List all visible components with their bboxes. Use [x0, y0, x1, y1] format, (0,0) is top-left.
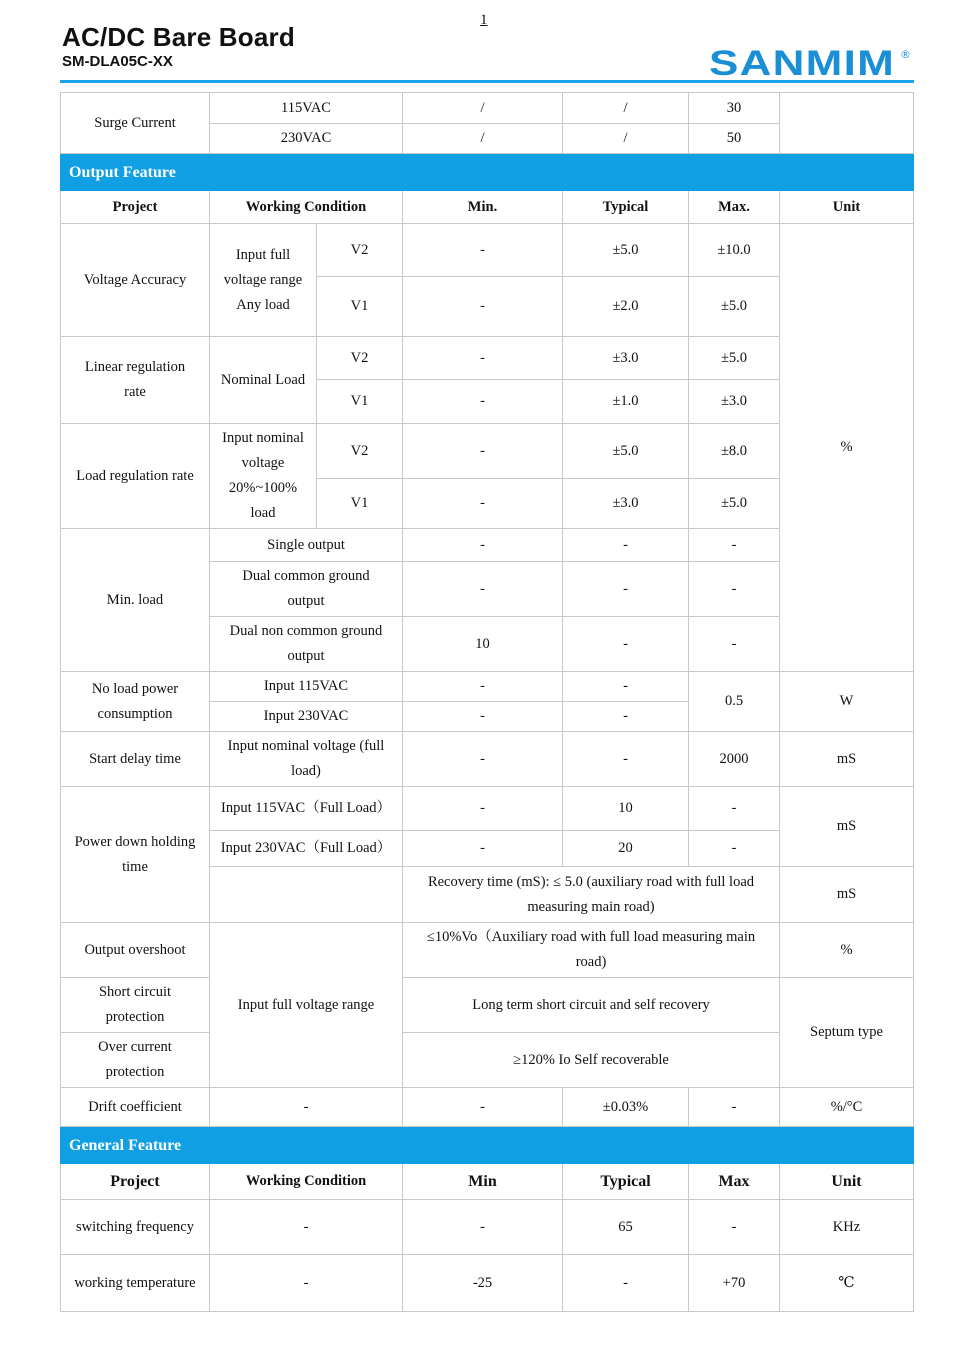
no-load-max: 0.5	[689, 672, 780, 732]
output-section-title: Output Feature	[61, 154, 914, 191]
surge-cond-1: 115VAC	[210, 93, 403, 124]
recovery-condition	[210, 867, 403, 923]
channel-v2: V2	[317, 424, 403, 479]
percent-unit: %	[780, 224, 914, 672]
table-header-row	[61, 191, 914, 224]
table-row	[61, 787, 914, 831]
header-max: Max	[689, 1164, 780, 1200]
no-load-cond-230: Input 230VAC	[210, 702, 403, 732]
model-number: SM-DLA05C-XX	[62, 53, 173, 70]
cell-typical: -	[563, 529, 689, 562]
table-row	[61, 93, 914, 124]
cell-typical: -	[563, 732, 689, 787]
power-down-cond-115: Input 115VAC（Full Load）	[210, 787, 403, 831]
cell-max: -	[689, 617, 780, 672]
overshoot-label: Output overshoot	[61, 923, 210, 978]
cell-min: -	[403, 337, 563, 380]
cell-max: ±3.0	[689, 380, 780, 424]
cell-max: ±5.0	[689, 479, 780, 529]
cell-min: -	[403, 831, 563, 867]
header-rule	[60, 80, 914, 83]
cell-max: -	[689, 1200, 780, 1255]
cell-typical: 10	[563, 787, 689, 831]
recovery-time: Recovery time (mS): ≤ 5.0 (auxiliary road with full load measuring main road)	[403, 867, 780, 923]
cell-min: -	[403, 529, 563, 562]
min-load-single: Single output	[210, 529, 403, 562]
header-unit: Unit	[780, 1164, 914, 1200]
cell-min: 10	[403, 617, 563, 672]
cell-max: +70	[689, 1255, 780, 1312]
no-load-cond-115: Input 115VAC	[210, 672, 403, 702]
cell-typical: 20	[563, 831, 689, 867]
header-min: Min	[403, 1164, 563, 1200]
cell-min: -	[403, 672, 563, 702]
recovery-unit: mS	[780, 867, 914, 923]
channel-v1: V1	[317, 380, 403, 424]
table-row	[61, 923, 914, 978]
channel-v2: V2	[317, 224, 403, 277]
start-delay-label: Start delay time	[61, 732, 210, 787]
power-down-cond-230: Input 230VAC（Full Load）	[210, 831, 403, 867]
cell-min: -	[403, 277, 563, 337]
cell-max: ±10.0	[689, 224, 780, 277]
protection-unit: Septum type	[780, 978, 914, 1088]
surge-max-2: 50	[689, 124, 780, 154]
cell-max: -	[689, 787, 780, 831]
cell-typical: -	[563, 1255, 689, 1312]
cell-min: -	[403, 562, 563, 617]
switching-frequency-label: switching frequency	[61, 1200, 210, 1255]
temperature-condition: -	[210, 1255, 403, 1312]
cell-max: ±5.0	[689, 337, 780, 380]
cell-min: -	[403, 479, 563, 529]
cell-typical: -	[563, 672, 689, 702]
page-number: 1	[480, 12, 488, 28]
channel-v1: V1	[317, 479, 403, 529]
header-project: Project	[61, 191, 210, 224]
surge-label: Surge Current	[61, 93, 210, 154]
cell-min: -	[403, 702, 563, 732]
cell-typical: -	[563, 617, 689, 672]
cell-typical: ±1.0	[563, 380, 689, 424]
surge-min-1: /	[403, 93, 563, 124]
cell-min: -	[403, 1200, 563, 1255]
header-typical: Typical	[563, 1164, 689, 1200]
cell-unit: %/°C	[780, 1088, 914, 1127]
header-condition: Working Condition	[210, 1164, 403, 1200]
spec-table	[60, 92, 914, 1312]
surge-min-2: /	[403, 124, 563, 154]
surge-typ-1: /	[563, 93, 689, 124]
surge-max-1: 30	[689, 93, 780, 124]
channel-v2: V2	[317, 337, 403, 380]
cell-min: -	[403, 224, 563, 277]
cell-max: 2000	[689, 732, 780, 787]
cell-max: -	[689, 831, 780, 867]
no-load-power-label: No load power consumption	[61, 672, 210, 732]
cell-max: -	[689, 1088, 780, 1127]
cell-typical: 65	[563, 1200, 689, 1255]
surge-typ-2: /	[563, 124, 689, 154]
overshoot-unit: %	[780, 923, 914, 978]
table-row	[61, 672, 914, 702]
power-down-label: Power down holding time	[61, 787, 210, 923]
sanmim-logo	[708, 44, 914, 78]
table-row	[61, 978, 914, 1033]
table-row	[61, 1088, 914, 1127]
header-project: Project	[61, 1164, 210, 1200]
load-regulation-label: Load regulation rate	[61, 424, 210, 529]
power-down-unit: mS	[780, 787, 914, 867]
cell-typical: ±0.03%	[563, 1088, 689, 1127]
cell-max: ±5.0	[689, 277, 780, 337]
surge-unit	[780, 93, 914, 154]
load-regulation-condition: Input nominal voltage 20%~100% load	[210, 424, 317, 529]
header-unit: Unit	[780, 191, 914, 224]
section-header-general	[61, 1127, 914, 1164]
cell-min: -	[403, 1088, 563, 1127]
cell-max: ±8.0	[689, 424, 780, 479]
over-current-value: ≥120% Io Self recoverable	[403, 1033, 780, 1088]
cell-min: -	[403, 424, 563, 479]
over-current-label: Over current protection	[61, 1033, 210, 1088]
header-condition: Working Condition	[210, 191, 403, 224]
linear-regulation-label: Linear regulation rate	[61, 337, 210, 424]
table-row	[61, 1255, 914, 1312]
drift-label: Drift coefficient	[61, 1088, 210, 1127]
cell-unit: ℃	[780, 1255, 914, 1312]
table-row	[61, 224, 914, 277]
general-section-title: General Feature	[61, 1127, 914, 1164]
cell-typical: -	[563, 702, 689, 732]
switching-condition: -	[210, 1200, 403, 1255]
min-load-label: Min. load	[61, 529, 210, 672]
drift-condition: -	[210, 1088, 403, 1127]
cell-typical: ±5.0	[563, 224, 689, 277]
overshoot-value: ≤10%Vo（Auxiliary road with full load measuring main road)	[403, 923, 780, 978]
cell-unit: KHz	[780, 1200, 914, 1255]
registered-mark: ®	[900, 48, 911, 61]
channel-v1: V1	[317, 277, 403, 337]
cell-min: -	[403, 732, 563, 787]
no-load-unit: W	[780, 672, 914, 732]
header-min: Min.	[403, 191, 563, 224]
voltage-accuracy-condition: Input full voltage range Any load	[210, 224, 317, 337]
working-temperature-label: working temperature	[61, 1255, 210, 1312]
cell-min: -25	[403, 1255, 563, 1312]
cell-max: -	[689, 529, 780, 562]
cell-typical: ±3.0	[563, 337, 689, 380]
table-row	[61, 732, 914, 787]
cell-typical: -	[563, 562, 689, 617]
voltage-accuracy-label: Voltage Accuracy	[61, 224, 210, 337]
brand-name: SANMIM	[709, 44, 895, 78]
start-delay-condition: Input nominal voltage (full load)	[210, 732, 403, 787]
min-load-dual-non-common: Dual non common ground output	[210, 617, 403, 672]
surge-cond-2: 230VAC	[210, 124, 403, 154]
cell-unit: mS	[780, 732, 914, 787]
linear-regulation-condition: Nominal Load	[210, 337, 317, 424]
cell-min: -	[403, 787, 563, 831]
cell-max: -	[689, 562, 780, 617]
table-header-row	[61, 1164, 914, 1200]
cell-min: -	[403, 380, 563, 424]
min-load-dual-common: Dual common ground output	[210, 562, 403, 617]
table-row	[61, 1200, 914, 1255]
cell-typical: ±5.0	[563, 424, 689, 479]
header-max: Max.	[689, 191, 780, 224]
cell-typical: ±3.0	[563, 479, 689, 529]
document-title: AC/DC Bare Board	[62, 22, 295, 52]
cell-typical: ±2.0	[563, 277, 689, 337]
section-header-output	[61, 154, 914, 191]
short-circuit-value: Long term short circuit and self recovery	[403, 978, 780, 1033]
header-typical: Typical	[563, 191, 689, 224]
short-circuit-label: Short circuit protection	[61, 978, 210, 1033]
full-voltage-condition: Input full voltage range	[210, 923, 403, 1088]
